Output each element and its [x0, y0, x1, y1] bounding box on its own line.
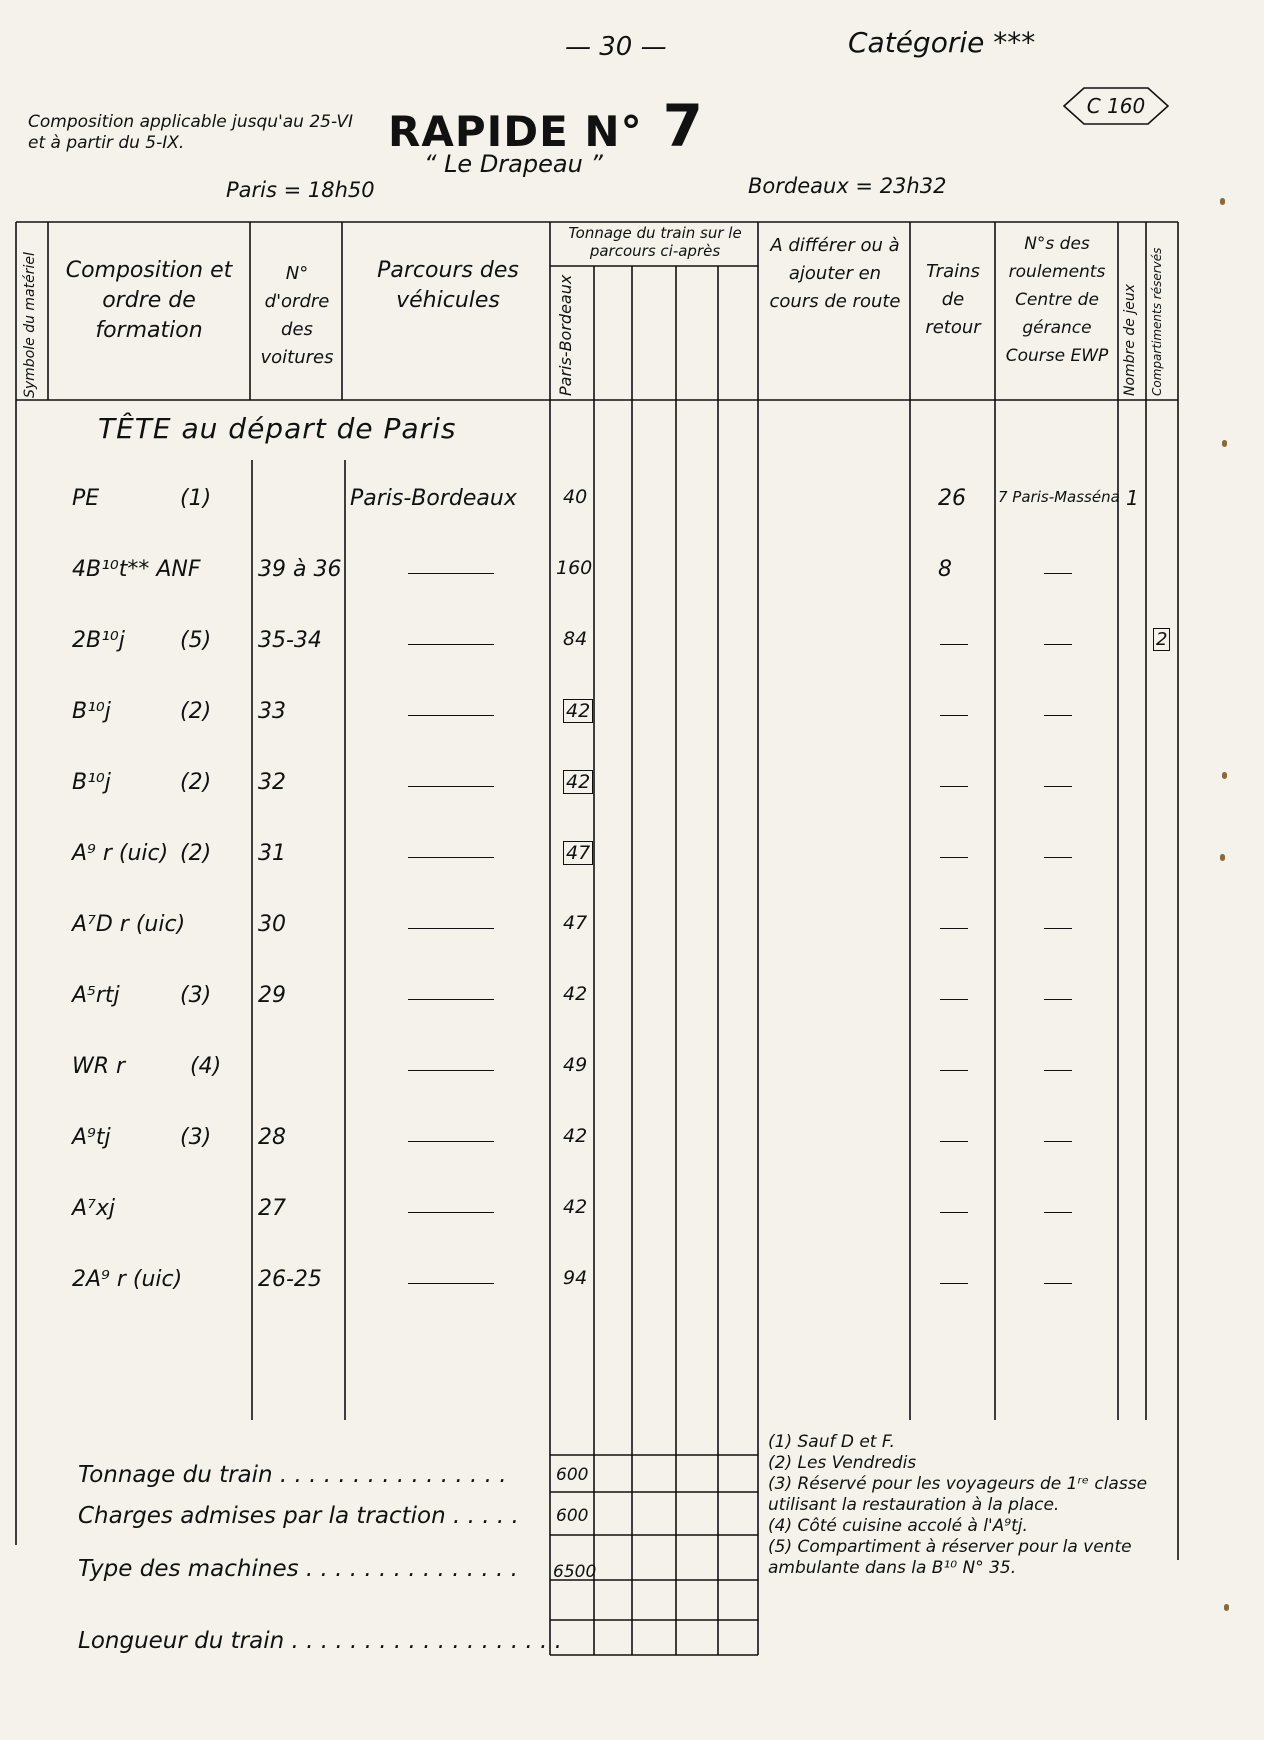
row-tonnage: 160: [556, 557, 593, 579]
header-symbol: Symbole du matériel: [22, 252, 38, 398]
roster-dash: [1044, 786, 1072, 787]
row-note: (2): [180, 699, 212, 724]
row-order: 28: [258, 1125, 286, 1150]
route-dash: [408, 644, 494, 645]
row-return: 8: [938, 557, 952, 582]
section-title: TÊTE au départ de Paris: [98, 412, 457, 445]
route-dash: [408, 573, 494, 574]
row-note: (2): [180, 770, 212, 795]
roster-dash: [1044, 644, 1072, 645]
row-tonnage: 42: [563, 1125, 588, 1147]
row-order: 31: [258, 841, 286, 866]
arrival-time: Bordeaux = 23h32: [748, 174, 947, 198]
row-order: 35-34: [258, 628, 322, 653]
row-tonnage: 42: [563, 699, 593, 723]
row-order: 33: [258, 699, 286, 724]
footnote: (1) Sauf D et F.: [768, 1432, 895, 1452]
row-tonnage: 47: [563, 841, 593, 865]
header-route: Parcours des véhicules: [377, 258, 519, 313]
footer-machines-value: 6500: [553, 1562, 597, 1582]
row-order: 26-25: [258, 1267, 322, 1292]
return-dash: [940, 644, 968, 645]
return-dash: [940, 786, 968, 787]
header-games: Nombre de jeux: [1122, 284, 1138, 396]
departure-time: Paris = 18h50: [226, 178, 375, 202]
binder-mark: [1220, 854, 1225, 861]
roster-dash: [1044, 999, 1072, 1000]
footer-tonnage-value: 600: [556, 1465, 589, 1485]
page-number: — 30 —: [565, 32, 667, 62]
footnotes: [768, 1432, 1188, 1579]
binder-mark: [1222, 772, 1227, 779]
row-note: (2): [180, 841, 212, 866]
roster-dash: [1044, 1212, 1072, 1213]
row-order: 29: [258, 983, 286, 1008]
row-composition: A⁷D r (uic): [72, 912, 186, 937]
route-dash: [408, 857, 494, 858]
row-composition: B¹⁰j: [72, 770, 111, 795]
footer-length-label: Longueur du train . . . . . . . . . . . . . . . . . . .: [78, 1628, 562, 1654]
header-defer: A différer ou à ajouter en cours de route: [769, 235, 901, 312]
row-note: (5): [180, 628, 212, 653]
header-composition: Composition et ordre de formation: [65, 258, 233, 343]
row-composition: WR r: [72, 1054, 126, 1079]
route-dash: [408, 928, 494, 929]
return-dash: [940, 1141, 968, 1142]
row-composition: 4B¹⁰t** ANF: [72, 557, 201, 582]
route-dash: [408, 1141, 494, 1142]
return-dash: [940, 857, 968, 858]
row-order: 32: [258, 770, 286, 795]
row-order: 30: [258, 912, 286, 937]
roster-dash: [1044, 1141, 1072, 1142]
row-order: 39 à 36: [258, 557, 342, 582]
row-tonnage: 47: [563, 912, 588, 934]
row-tonnage: 49: [563, 1054, 588, 1076]
row-tonnage: 94: [563, 1267, 588, 1289]
row-composition: A⁷xj: [72, 1196, 116, 1221]
footnote: (2) Les Vendredis: [768, 1453, 917, 1473]
row-tonnage: 42: [563, 770, 593, 794]
row-note: (4): [190, 1054, 222, 1079]
row-composition: 2B¹⁰j: [72, 628, 125, 653]
roster-dash: [1044, 857, 1072, 858]
row-games: 1: [1126, 486, 1139, 510]
roster-dash: [1044, 1070, 1072, 1071]
row-order: 27: [258, 1196, 286, 1221]
row-composition: B¹⁰j: [72, 699, 111, 724]
route-dash: [408, 1283, 494, 1284]
roster-dash: [1044, 1283, 1072, 1284]
row-note: (3): [180, 1125, 212, 1150]
category-label: Catégorie ***: [848, 26, 1036, 59]
footer-tonnage-label: Tonnage du train . . . . . . . . . . . . . . . .: [78, 1462, 507, 1488]
binder-mark: [1220, 198, 1225, 205]
row-note: (3): [180, 983, 212, 1008]
route-dash: [408, 1070, 494, 1071]
row-reserved: 2: [1153, 628, 1170, 651]
row-tonnage: 84: [563, 628, 588, 650]
return-dash: [940, 715, 968, 716]
footer-length-text: Longueur du train: [78, 1628, 285, 1654]
footer-machines-label: Type des machines . . . . . . . . . . . . . . .: [78, 1556, 518, 1582]
row-tonnage: 42: [563, 983, 588, 1005]
route-dash: [408, 786, 494, 787]
return-dash: [940, 1212, 968, 1213]
footnote: (3) Réservé pour les voyageurs de 1ʳᵉ classe utilisant la restauration à la place.: [768, 1474, 1148, 1515]
row-route: Paris-Bordeaux: [350, 486, 517, 511]
train-nickname: “ Le Drapeau ”: [424, 150, 603, 178]
route-dash: [408, 1212, 494, 1213]
roster-dash: [1044, 573, 1072, 574]
row-composition: A⁵rtj: [72, 983, 120, 1008]
row-composition: A⁹tj: [72, 1125, 111, 1150]
train-number: 7: [662, 92, 704, 160]
header-tonnage-sub: Paris-Bordeaux: [556, 274, 575, 396]
return-dash: [940, 1070, 968, 1071]
roster-dash: [1044, 715, 1072, 716]
footer-machines-text: Type des machines: [78, 1556, 299, 1582]
header-tonnage: Tonnage du train sur le parcours ci-après: [568, 224, 742, 260]
row-roster: 7 Paris-Masséna: [998, 488, 1120, 506]
binder-mark: [1224, 1604, 1229, 1611]
footnote: (4) Côté cuisine accolé à l'A⁹tj.: [768, 1516, 1028, 1536]
binder-mark: [1222, 440, 1227, 447]
return-dash: [940, 999, 968, 1000]
title-text: RAPIDE N°: [388, 107, 643, 156]
row-composition: A⁹ r (uic): [72, 841, 169, 866]
badge-text: C 160: [1086, 94, 1146, 118]
applicability-note: Composition applicable jusqu'au 25-VI et à partir du 5-IX.: [28, 112, 354, 153]
header-return: Trains de retour: [925, 261, 981, 338]
row-return: 26: [938, 486, 966, 511]
row-note: (1): [180, 486, 212, 511]
footer-charges-value: 600: [556, 1506, 589, 1526]
header-rostering: N°s des roulements Centre de gérance Course EWP: [1005, 234, 1109, 366]
return-dash: [940, 928, 968, 929]
footer-charges-text: Charges admises par la traction: [78, 1503, 446, 1529]
category-badge: [1060, 86, 1172, 126]
footer-charges-label: Charges admises par la traction . . . . .: [78, 1503, 519, 1529]
route-dash: [408, 999, 494, 1000]
roster-dash: [1044, 928, 1072, 929]
return-dash: [940, 1283, 968, 1284]
header-order-no: N° d'ordre des voitures: [260, 263, 334, 368]
footer-tonnage-text: Tonnage du train: [78, 1462, 273, 1488]
row-tonnage: 40: [563, 486, 588, 508]
header-reserved: Compartiments réservés: [1150, 247, 1164, 396]
row-tonnage: 42: [563, 1196, 588, 1218]
row-composition: PE: [72, 486, 100, 511]
footnote: (5) Compartiment à réserver pour la vente ambulante dans la B¹⁰ N° 35.: [768, 1537, 1132, 1578]
row-composition: 2A⁹ r (uic): [72, 1267, 183, 1292]
route-dash: [408, 715, 494, 716]
